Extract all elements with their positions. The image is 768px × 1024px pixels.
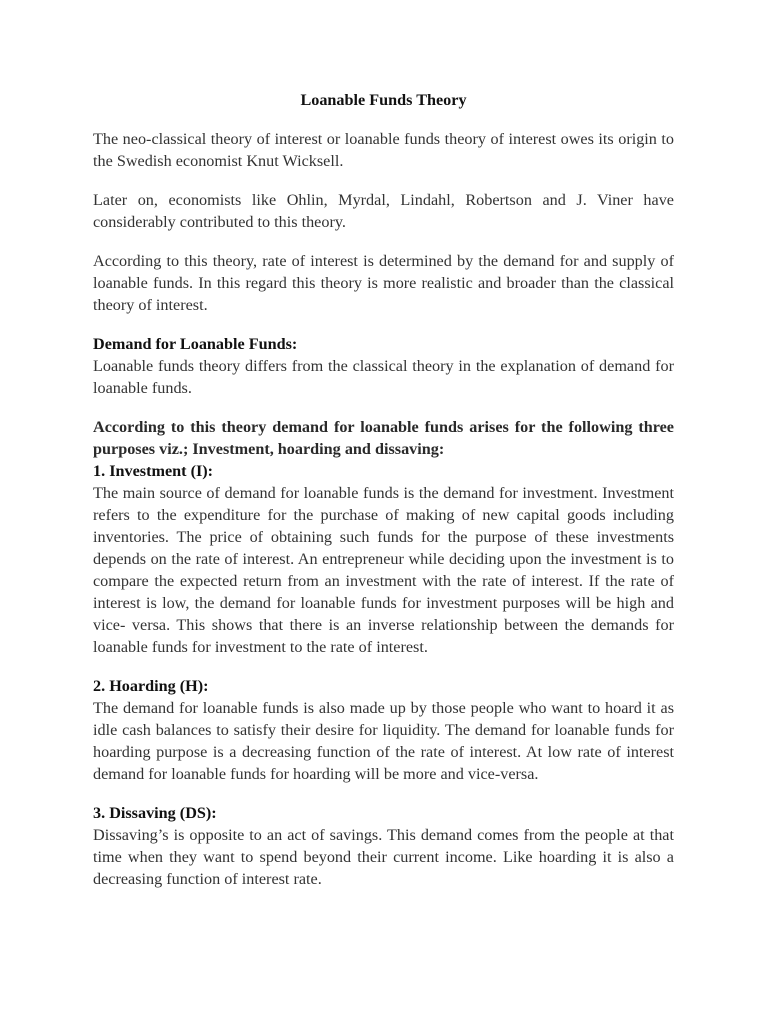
hoarding-text: The demand for loanable funds is also made up by those people who want to hoard it as idle cash balances to satisfy their desire for liquidity. The demand for loanable funds for hoarding purpose is a decreasing function of the rate of interest. At low rate of interest demand for loanable funds for hoarding will be more and vice-versa.: [93, 699, 674, 783]
demand-text: Loanable funds theory differs from the classical theory in the explanation of demand for loanable funds.: [93, 357, 674, 397]
demand-section: [93, 333, 674, 399]
hoarding-heading: 2. Hoarding (H):: [93, 677, 209, 695]
purposes-intro: According to this theory demand for loanable funds arises for the following three purposes viz.; Investment, hoarding and dissaving:: [93, 418, 674, 458]
investment-text: The main source of demand for loanable funds is the demand for investment. Investment refers to the expenditure for the purchase of making of new capital goods including inventories. The price of obtaining such funds for the purpose of these investments depends on the rate of interest. An entrepreneur while deciding upon the investment is to compare the expected return from an investment with the rate of interest. If the rate of interest is low, the demand for loanable funds for investment purposes will be high and vice- versa. This shows that there is an inverse relationship between the demands for loanable funds for investment to the rate of interest.: [93, 484, 674, 656]
dissaving-section: [93, 802, 674, 890]
paragraph-determination: According to this theory, rate of interest is determined by the demand for and supply of loanable funds. In this regard this theory is more realistic and broader than the classical theory of interest.: [93, 252, 674, 314]
document-title: Loanable Funds Theory: [300, 91, 467, 109]
document-page: [93, 89, 674, 907]
demand-heading: Demand for Loanable Funds:: [93, 335, 298, 353]
paragraph-origin: The neo-classical theory of interest or loanable funds theory of interest owes its origin to the Swedish economist Knut Wicksell.: [93, 130, 674, 170]
paragraph-contributors: Later on, economists like Ohlin, Myrdal, Lindahl, Robertson and J. Viner have considerably contributed to this theory.: [93, 191, 674, 231]
dissaving-heading: 3. Dissaving (DS):: [93, 804, 217, 822]
dissaving-text: Dissaving’s is opposite to an act of savings. This demand comes from the people at that time when they want to spend beyond their current income. Like hoarding it is also a decreasing function of interest rate.: [93, 826, 674, 888]
investment-heading: 1. Investment (I):: [93, 462, 214, 480]
investment-section: [93, 416, 674, 658]
hoarding-section: [93, 675, 674, 785]
